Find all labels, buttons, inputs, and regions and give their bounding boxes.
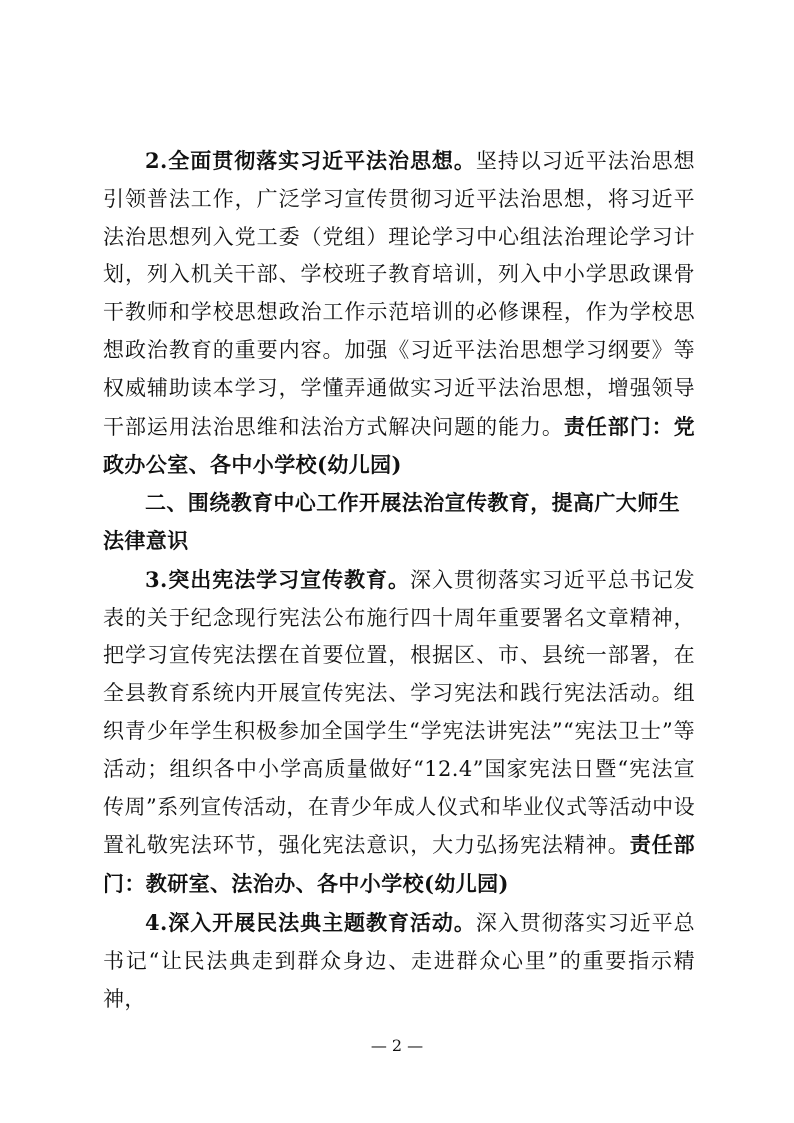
page-number: — 2 — <box>370 1036 424 1055</box>
paragraph-item-4 <box>103 904 695 1018</box>
item-2-responsibility: 责任部门：党政办公室、各中小学校(幼儿园) <box>103 413 695 478</box>
item-2-lead: 2.全面贯彻落实习近平法治思想。 <box>145 148 476 173</box>
item-3-responsibility: 责任部门：教研室、法治办、各中小学校(幼儿园) <box>103 832 695 897</box>
paragraph-item-2 <box>103 142 695 485</box>
document-body <box>103 142 695 1018</box>
section-heading-2: 二、围绕教育中心工作开展法治宣传教育，提高广大师生法律意识 <box>103 491 680 553</box>
paragraph-item-3 <box>103 561 695 904</box>
item-2-body: 坚持以习近平法治思想引领普法工作，广泛学习宣传贯彻习近平法治思想，将习近平法治思想列入党工委（党组）理论学习中心组法治理论学习计划，列入机关干部、学校班子教育培训，列入中小学思政课骨干教师和学校思想政治工作示范培训的必修课程，作为学校思想政治教育的重要内容。加强《习近平法治思想学习纲要》等权威辅助读本学习，学懂弄通做实习近平法治思想，增强领导干部运用法治思维和法治方式解决问题的能力。 <box>103 149 696 439</box>
item-4-lead: 4.深入开展民法典主题教育活动。 <box>145 909 476 935</box>
item-3-lead: 3.突出宪法学习宣传教育。 <box>145 566 410 592</box>
item-4-body: 深入贯彻落实习近平总书记“让民法典走到群众身边、走进群众心里”的重要指示精神， <box>103 910 696 1011</box>
item-3-body: 深入贯彻落实习近平总书记发表的关于纪念现行宪法公布施行四十周年重要署名文章精神，把学习宣传宪法摆在首要位置，根据区、市、县统一部署，在全县教育系统内开展宣传宪法、学习宪法和践行宪法活动。组织青少年学生积极参加全国学生“学宪法讲宪法”“宪法卫士”等活动；组织各中小学高质量做好“12.4”国家宪法日暨“宪法宣传周”系列宣传活动，在青少年成人仪式和毕业仪式等活动中设置礼敬宪法环节，强化宪法意识，大力弘扬宪法精神。 <box>103 567 696 858</box>
